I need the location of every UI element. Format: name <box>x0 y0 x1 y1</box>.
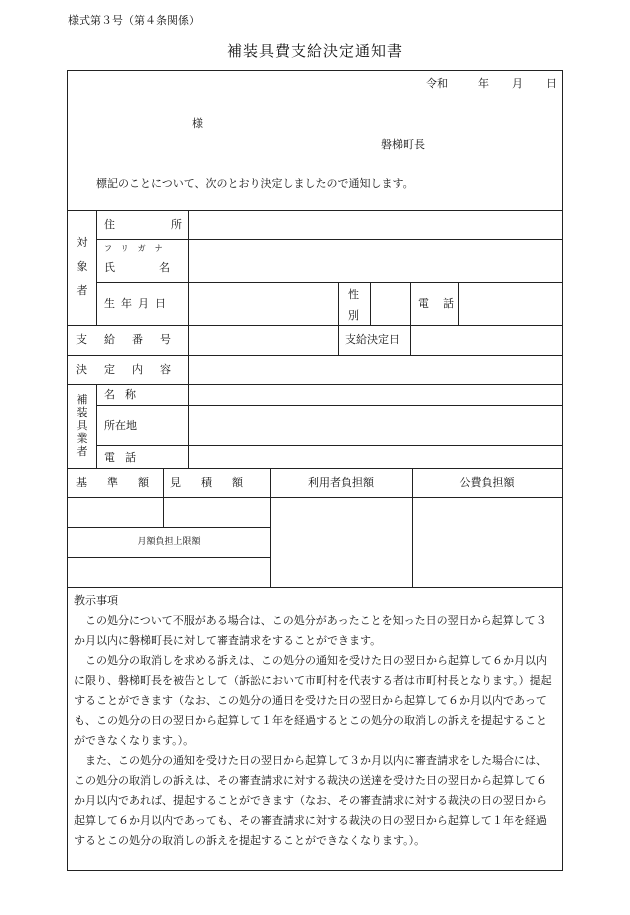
standard-amount-label: 基準額 <box>76 476 169 489</box>
notice-paragraph: この処分の取消しを求める訴えは、この処分の通知を受けた日の翌日から起算して６か月以内に限り、磐梯町長を被告として（訴訟において市町村を代表する者は市町村長となります。）提起することができます（なお、この処分の通日を受けた日の翌日から起算して６か月以内であっても、この処分の日の翌日から起算して１年を経過するとこの処分の取消しの訴えを提起することができなくなります。）。 <box>74 654 552 747</box>
form-number: 様式第３号（第４条関係） <box>68 14 200 27</box>
notice-paragraph: この処分について不服がある場合は、この処分があったことを知った日の翌日から起算して３か月以内に磐梯町長に対して審査請求をすることができます。 <box>74 614 547 647</box>
furigana-label: フリガナ <box>104 244 172 253</box>
notice-heading: 教示事項 <box>74 594 118 607</box>
birthdate-label: 生年月日 <box>104 297 172 310</box>
payment-date-label: 支給決定日 <box>345 333 400 346</box>
notice-paragraph: また、この処分の通知を受けた日の翌日から起算して３か月以内に審査請求をした場合には、この処分の取消しの訴えは、その審査請求に対する裁決の送達を受けた日の翌日から起算して６か月以内であれば、提起することができます（なお、その審査請求に対する裁決の日の翌日から起算して６か月以内であっても、その審査請求に対する裁決の日の翌日から起算して１年を経過するとこの処分の取消しの訴えを提起することができなくなります。）。 <box>74 754 547 847</box>
monthly-cap-label: 月額負担上限額 <box>137 537 201 547</box>
vendor-location-label: 所在地 <box>104 419 137 432</box>
address-label: 住 所 <box>104 218 182 231</box>
vendor-phone-label: 電話 <box>104 451 146 464</box>
notice-section <box>74 591 556 851</box>
payment-number-label: 支給番号 <box>76 333 188 346</box>
recipient-suffix: 様 <box>192 117 203 130</box>
date-month: 月 <box>512 77 523 90</box>
subject-group-label: 対 象 者 <box>76 236 88 297</box>
vendor-name-label: 名称 <box>104 388 146 401</box>
date-year: 年 <box>478 77 489 90</box>
form-frame <box>67 70 563 871</box>
public-burden-label: 公費負担額 <box>459 476 515 489</box>
intro-text: 標記のことについて、次のとおり決定しましたので通知します。 <box>96 177 414 190</box>
document-title: 補装具費支給決定通知書 <box>226 42 403 60</box>
issuer: 磐梯町長 <box>381 138 425 151</box>
date-day: 日 <box>546 77 557 90</box>
sex-label: 性別 <box>348 288 359 322</box>
user-burden-label: 利用者負担額 <box>308 476 374 489</box>
phone-label: 電話 <box>418 297 468 310</box>
date-era: 令和 <box>426 77 448 90</box>
estimate-amount-label: 見積額 <box>170 476 263 489</box>
name-label: 氏名 <box>104 261 214 274</box>
vendor-group-label: 補 装 具 業 者 <box>76 393 88 458</box>
decision-label: 決定内容 <box>76 363 188 376</box>
